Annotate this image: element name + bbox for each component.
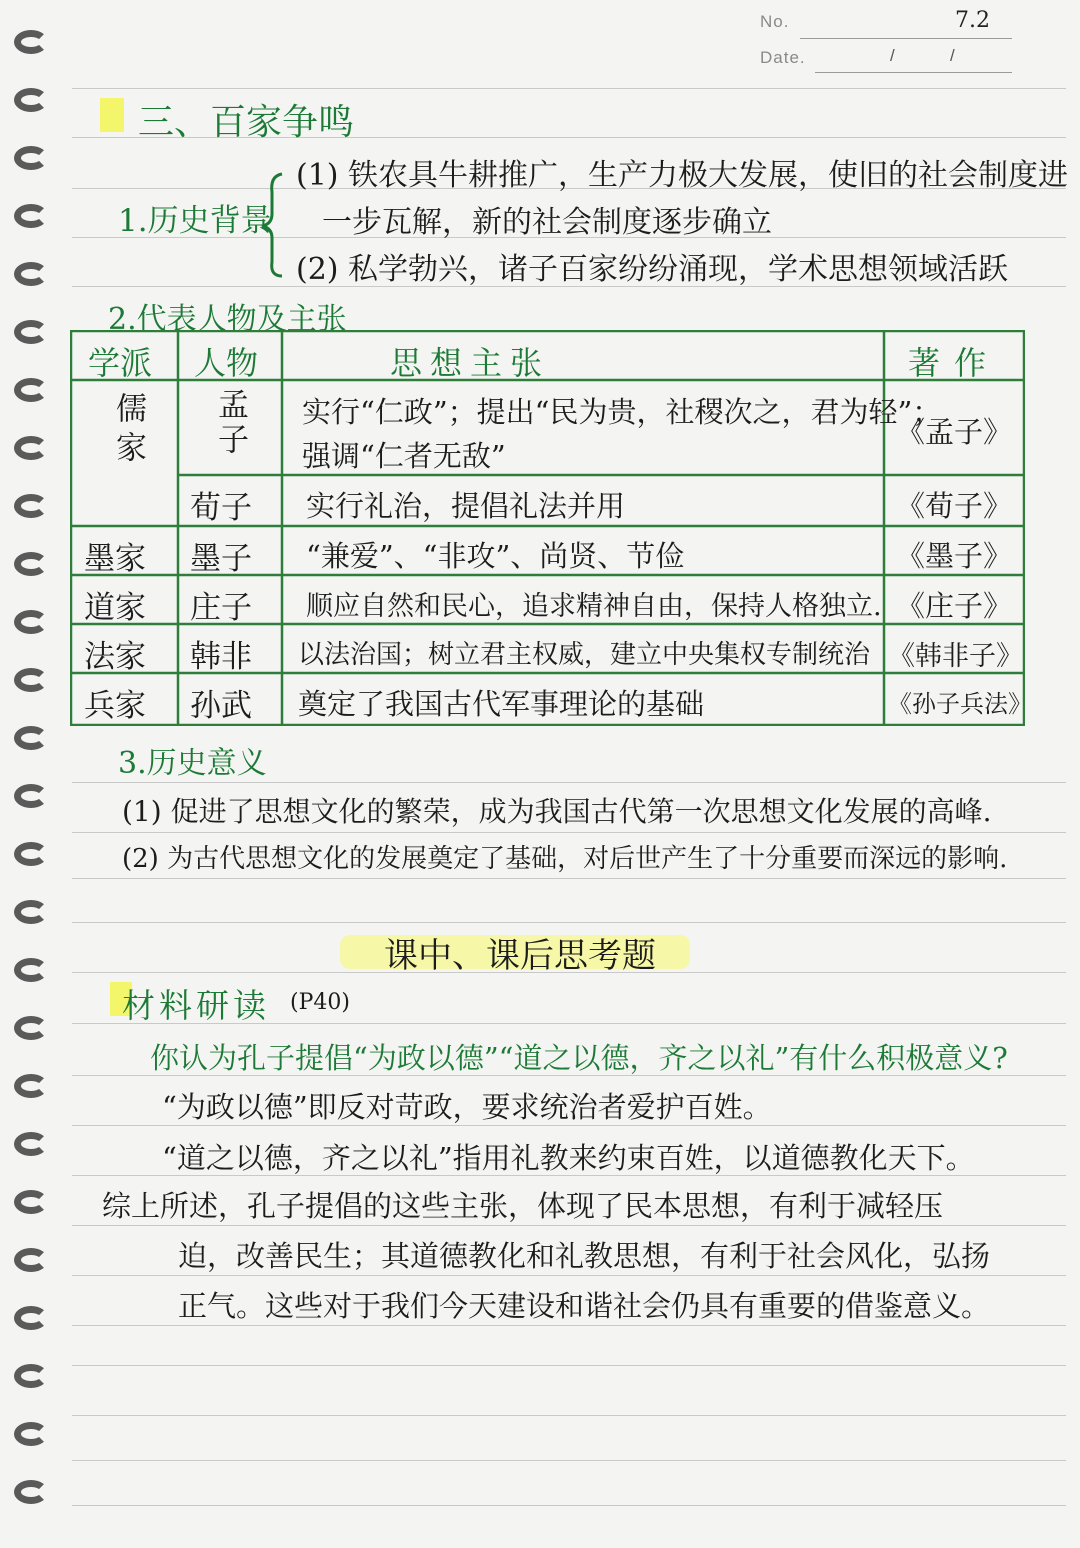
ruled-line — [72, 88, 1066, 89]
binding-ring — [14, 494, 48, 518]
person-xunzi: 荀子 — [190, 490, 252, 526]
header-school: 学派 — [88, 344, 153, 382]
ruled-line — [72, 832, 1066, 833]
idea-mengzi-line1: 实行“仁政”；提出“民为贵，社稷次之，君为轻”； — [302, 395, 942, 429]
binding-ring — [14, 30, 48, 54]
highlight-marker — [100, 98, 124, 132]
date-separator: / — [890, 46, 896, 65]
date-separator: / — [950, 46, 956, 65]
person-mozi: 墨子 — [190, 541, 252, 577]
binding-ring — [14, 1364, 48, 1388]
material-question: 你认为孔子提倡“为政以德”“道之以德，齐之以礼”有什么积极意义? — [150, 1041, 1008, 1075]
binding-ring — [14, 842, 48, 866]
binding-ring — [14, 262, 48, 286]
binding-ring — [14, 784, 48, 808]
school-dao: 道家 — [84, 590, 146, 626]
ruled-line — [72, 1505, 1066, 1506]
work-mengzi: 《孟子》 — [896, 415, 1013, 449]
binding-ring — [14, 1190, 48, 1214]
significance-label: 3.历史意义 — [118, 746, 267, 781]
person-zhuangzi: 庄子 — [190, 590, 252, 626]
no-label: No. — [760, 12, 790, 31]
summary-line-1: 综上所述，孔子提倡的这些主张，体现了民本思想，有利于减轻压 — [102, 1189, 944, 1223]
work-mozi: 《墨子》 — [896, 539, 1013, 573]
binding-ring — [14, 610, 48, 634]
binding-ring — [14, 1480, 48, 1504]
idea-sunwu: 奠定了我国古代军事理论的基础 — [298, 687, 705, 721]
background-item-1-cont: 一步瓦解，新的社会制度逐步确立 — [322, 205, 772, 240]
binding-ring — [14, 1074, 48, 1098]
school-bing: 兵家 — [84, 688, 146, 724]
binding-ring — [14, 1016, 48, 1040]
binding-ring — [14, 1132, 48, 1156]
binding-ring — [14, 146, 48, 170]
school-ru: 儒家 — [110, 392, 146, 470]
person-sunwu: 孙武 — [190, 688, 252, 724]
person-hanfei: 韩非 — [190, 639, 252, 675]
binding-ring — [14, 204, 48, 228]
binding-ring — [14, 726, 48, 750]
material-label: 材料研读 — [122, 986, 270, 1025]
school-fa: 法家 — [84, 639, 146, 675]
ruled-line — [72, 1365, 1066, 1366]
school-mo: 墨家 — [84, 541, 146, 577]
summary-line-3: 正气。这些对于我们今天建设和谐社会仍具有重要的借鉴意义。 — [178, 1289, 991, 1323]
header-works: 著作 — [908, 344, 1001, 382]
ruled-line — [72, 1275, 1066, 1276]
date-underline — [815, 72, 1012, 73]
answer-1: “为政以德”即反对苛政，要求统治者爱护百姓。 — [162, 1090, 772, 1124]
work-zhuangzi: 《庄子》 — [896, 589, 1013, 623]
no-value: 7.2 — [955, 8, 990, 33]
summary-line-2: 迫，改善民生；其道德教化和礼教思想，有利于社会风化，弘扬 — [178, 1239, 991, 1273]
header-ideas: 思想主张 — [390, 344, 551, 382]
background-item-2: (2) 私学勃兴，诸子百家纷纷涌现，学术思想领域活跃 — [296, 252, 1009, 287]
idea-mengzi-line2: 强调“仁者无敌” — [302, 439, 506, 473]
idea-xunzi: 实行礼治，提倡礼法并用 — [306, 489, 626, 523]
work-xunzi: 《荀子》 — [896, 489, 1013, 523]
ruled-line — [72, 1415, 1066, 1416]
page-reference: (P40) — [290, 990, 350, 1015]
ruled-line — [72, 1325, 1066, 1326]
background-label: 1.历史背景 — [118, 203, 272, 239]
answer-2: “道之以德，齐之以礼”指用礼教来约束百姓，以道德教化天下。 — [162, 1141, 975, 1175]
questions-title: 课中、课后思考题 — [384, 936, 656, 976]
binding-ring — [14, 436, 48, 460]
binding-ring — [14, 1248, 48, 1272]
ruled-line — [72, 1460, 1066, 1461]
significance-item-2: (2) 为古代思想文化的发展奠定了基础，对后世产生了十分重要而深远的影响. — [122, 844, 1008, 874]
no-underline — [800, 38, 1012, 39]
binding-ring — [14, 552, 48, 576]
ruled-line — [72, 878, 1066, 879]
binding-ring — [14, 900, 48, 924]
ruled-line — [72, 1225, 1066, 1226]
background-item-1: (1) 铁农具牛耕推广，生产力极大发展，使旧的社会制度进 — [296, 158, 1069, 193]
ruled-line — [72, 922, 1066, 923]
brace-icon — [258, 170, 288, 280]
binding-ring — [14, 668, 48, 692]
figures-title: 2.代表人物及主张 — [108, 302, 347, 337]
binding-ring — [14, 88, 48, 112]
work-sunwu: 《孙子兵法》 — [888, 690, 1032, 718]
idea-zhuangzi: 顺应自然和民心，追求精神自由，保持人格独立. — [306, 591, 882, 622]
binding-ring — [14, 1306, 48, 1330]
binding-ring — [14, 958, 48, 982]
binding-ring — [14, 320, 48, 344]
header-person: 人物 — [194, 344, 259, 382]
binding-ring — [14, 378, 48, 402]
schools-table — [70, 330, 1032, 726]
idea-mozi: “兼爱”、“非攻”、尚贤、节俭 — [306, 539, 685, 573]
date-label: Date. — [760, 48, 806, 67]
significance-item-1: (1) 促进了思想文化的繁荣，成为我国古代第一次思想文化发展的高峰. — [122, 795, 992, 828]
section-title: 三、百家争鸣 — [138, 102, 355, 143]
binding-ring — [14, 1422, 48, 1446]
person-mengzi: 孟子 — [212, 388, 248, 458]
work-hanfei: 《韩非子》 — [888, 641, 1023, 672]
ruled-line — [72, 782, 1066, 783]
idea-hanfei: 以法治国；树立君主权威，建立中央集权专制统治 — [298, 640, 871, 670]
